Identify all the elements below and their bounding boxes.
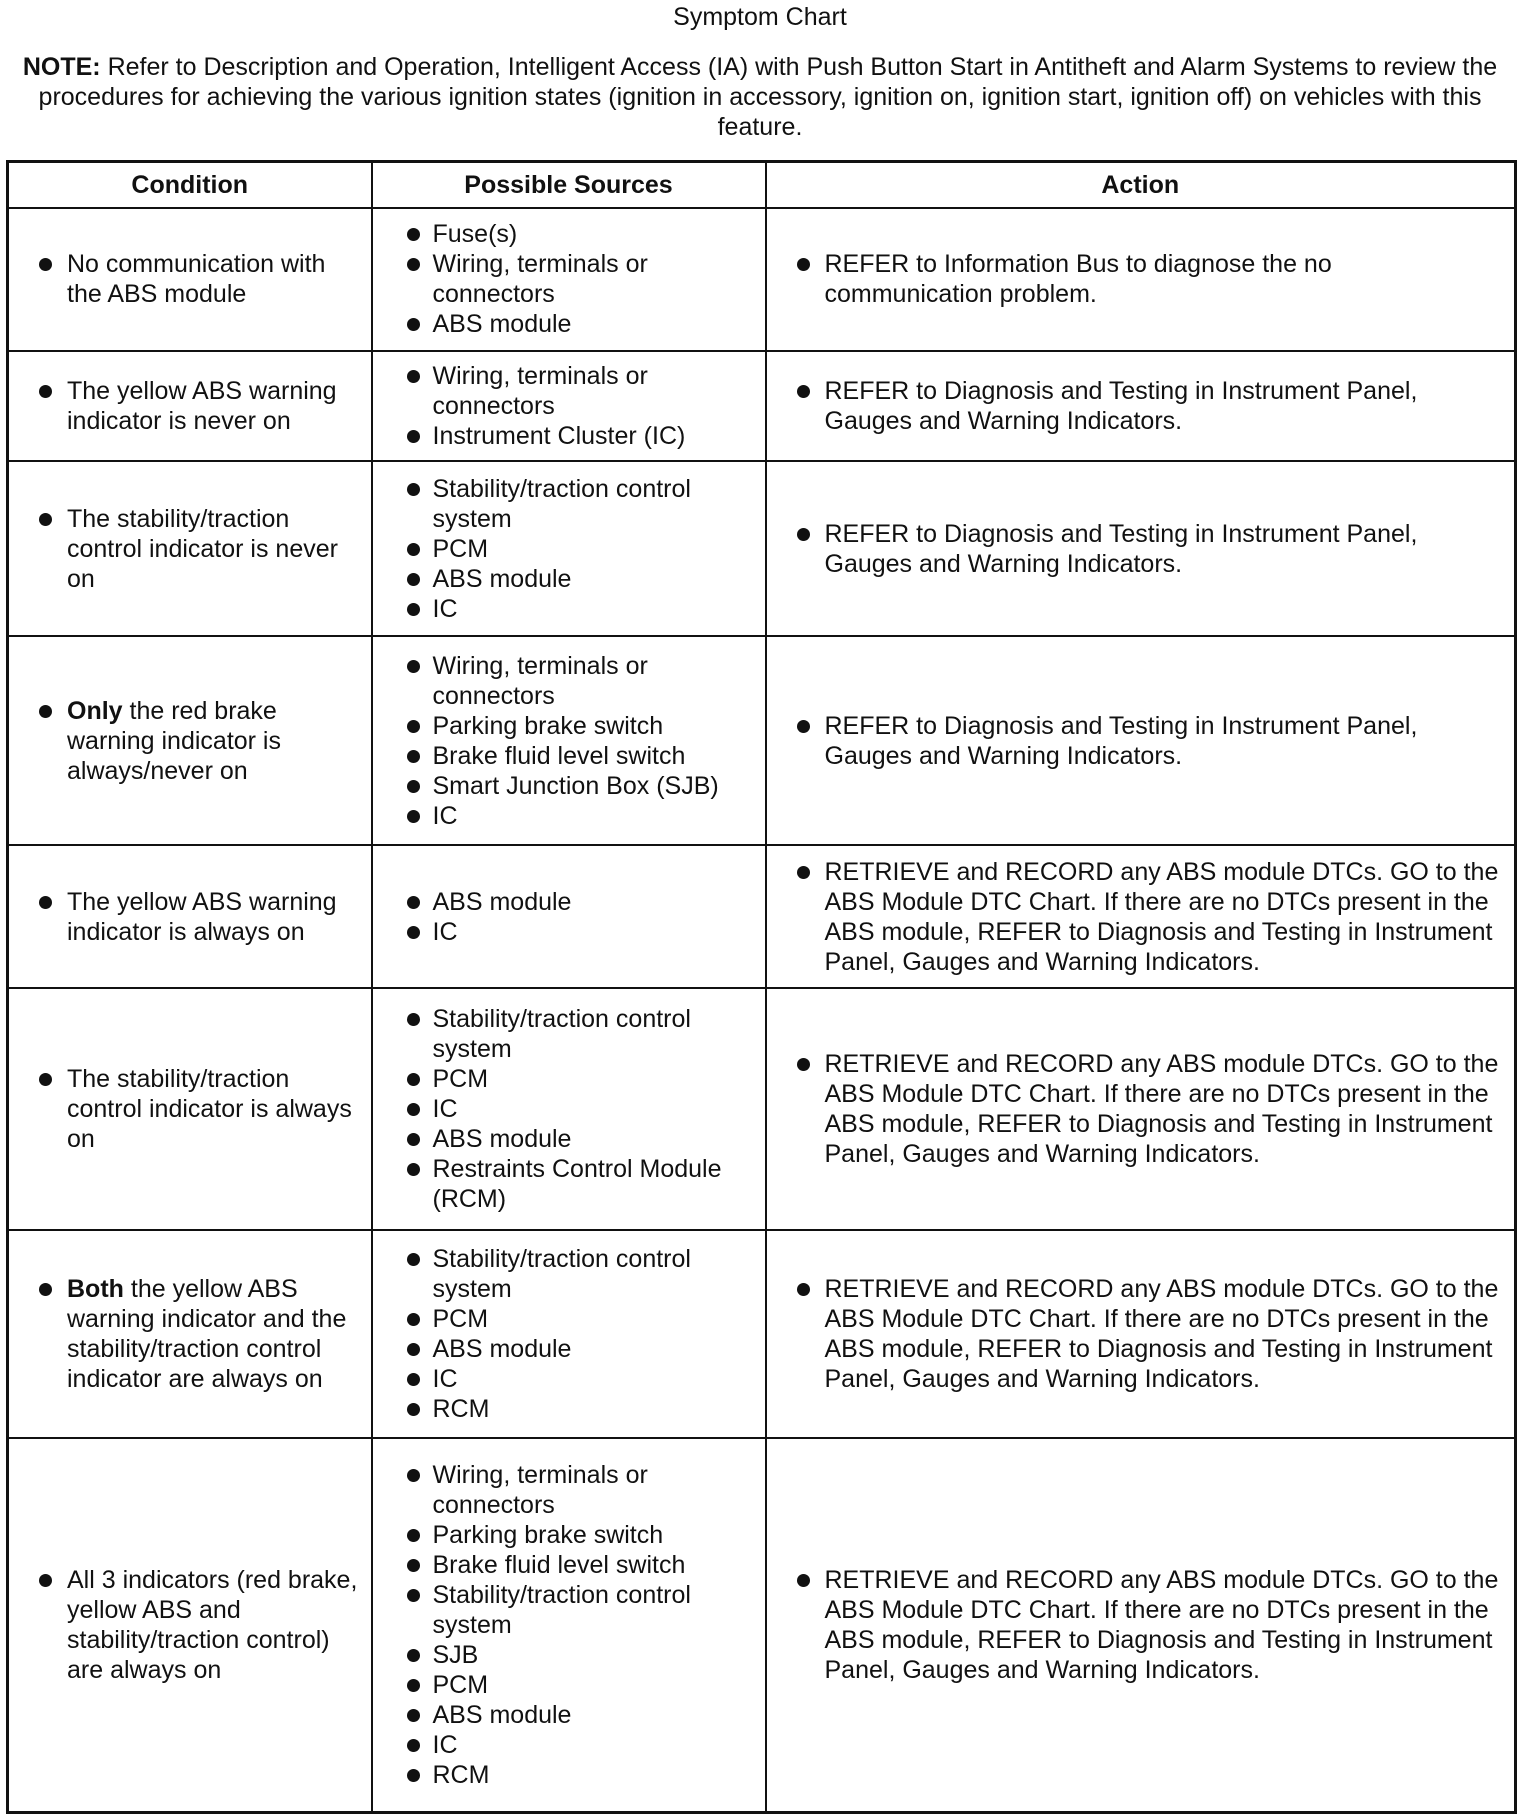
condition-list [17, 376, 363, 436]
condition-item [17, 1064, 363, 1154]
condition-emphasis: Only [67, 696, 123, 725]
table-row [8, 845, 1516, 988]
action-list [775, 376, 1507, 436]
source-item: Stability/traction control system [381, 1580, 757, 1640]
condition-item [17, 887, 363, 947]
condition-cell [8, 351, 372, 461]
possible-sources-cell [372, 845, 766, 988]
source-item: Stability/traction control system [381, 1244, 757, 1304]
source-item: Parking brake switch [381, 1520, 757, 1550]
action-cell [766, 636, 1516, 845]
action-list [775, 249, 1507, 309]
condition-text: The yellow ABS warning indicator is always on [67, 887, 337, 946]
action-list [775, 1565, 1507, 1685]
source-item: Brake fluid level switch [381, 1550, 757, 1580]
source-item: Restraints Control Module (RCM) [381, 1154, 757, 1214]
sources-list [381, 219, 757, 339]
condition-text: No communication with the ABS module [67, 250, 326, 309]
action-cell [766, 1438, 1516, 1812]
source-item: PCM [381, 1064, 757, 1094]
page-title: Symptom Chart [673, 3, 847, 31]
action-item: RETRIEVE and RECORD any ABS module DTCs. GO to the ABS Module DTC Chart. If there are no DTCs present in the ABS module, REFER to Diagnosis and Testing in Instrument Panel, Gauges and Warning Indicators. [775, 1565, 1507, 1685]
table-row [8, 636, 1516, 845]
sources-list [381, 1004, 757, 1214]
possible-sources-cell [372, 1230, 766, 1439]
condition-item [17, 376, 363, 436]
source-item: IC [381, 1730, 757, 1760]
source-item: Brake fluid level switch [381, 741, 757, 771]
action-item: REFER to Diagnosis and Testing in Instrument Panel, Gauges and Warning Indicators. [775, 376, 1507, 436]
source-item: ABS module [381, 309, 757, 339]
source-item: Stability/traction control system [381, 1004, 757, 1064]
condition-item [17, 249, 363, 309]
header-action: Action [766, 162, 1516, 209]
source-item: IC [381, 1364, 757, 1394]
header-possible-sources: Possible Sources [372, 162, 766, 209]
action-item: REFER to Information Bus to diagnose the no communication problem. [775, 249, 1507, 309]
symptom-chart-table [6, 160, 1517, 1814]
action-item: RETRIEVE and RECORD any ABS module DTCs. GO to the ABS Module DTC Chart. If there are no DTCs present in the ABS module, REFER to Diagnosis and Testing in Instrument Panel, Gauges and Warning Indicators. [775, 857, 1507, 977]
condition-text: the yellow ABS warning indicator and the stability/traction control indicator are always on [67, 1275, 347, 1394]
condition-list [17, 1064, 363, 1154]
source-item: PCM [381, 1670, 757, 1700]
table-row [8, 1230, 1516, 1439]
source-item: Instrument Cluster (IC) [381, 421, 757, 451]
condition-text: The stability/traction control indicator is always on [67, 1064, 352, 1153]
source-item: ABS module [381, 1700, 757, 1730]
action-cell [766, 845, 1516, 988]
condition-cell [8, 1230, 372, 1439]
table-row [8, 461, 1516, 637]
action-list [775, 711, 1507, 771]
possible-sources-cell [372, 208, 766, 351]
source-item: PCM [381, 534, 757, 564]
action-cell [766, 988, 1516, 1230]
action-cell [766, 208, 1516, 351]
chart-body [8, 208, 1516, 1813]
condition-cell [8, 845, 372, 988]
sources-list [381, 651, 757, 831]
source-item: SJB [381, 1640, 757, 1670]
condition-list [17, 696, 363, 786]
source-item: Wiring, terminals or connectors [381, 361, 757, 421]
sources-list [381, 887, 757, 947]
condition-list [17, 504, 363, 594]
source-item: RCM [381, 1760, 757, 1790]
source-item: ABS module [381, 1124, 757, 1154]
possible-sources-cell [372, 988, 766, 1230]
condition-emphasis: Both [67, 1275, 124, 1304]
source-item: Wiring, terminals or connectors [381, 1460, 757, 1520]
source-item: Stability/traction control system [381, 474, 757, 534]
condition-cell [8, 636, 372, 845]
condition-item [17, 1274, 363, 1394]
source-item: RCM [381, 1394, 757, 1424]
note-label: NOTE: [22, 53, 101, 81]
possible-sources-cell [372, 1438, 766, 1812]
action-cell [766, 351, 1516, 461]
note-paragraph [8, 52, 1512, 142]
condition-item [17, 696, 363, 786]
source-item: Smart Junction Box (SJB) [381, 771, 757, 801]
action-item: RETRIEVE and RECORD any ABS module DTCs. GO to the ABS Module DTC Chart. If there are no DTCs present in the ABS module, REFER to Diagnosis and Testing in Instrument Panel, Gauges and Warning Indicators. [775, 1274, 1507, 1394]
source-item: IC [381, 801, 757, 831]
condition-text: All 3 indicators (red brake, yellow ABS and stability/traction control) are always on [67, 1566, 358, 1685]
source-item: IC [381, 917, 757, 947]
source-item: ABS module [381, 564, 757, 594]
action-list [775, 857, 1507, 977]
condition-text: the red brake warning indicator is always/never on [67, 696, 281, 785]
sources-list [381, 474, 757, 624]
table-row [8, 351, 1516, 461]
condition-item [17, 504, 363, 594]
condition-cell [8, 988, 372, 1230]
action-list [775, 1049, 1507, 1169]
sources-list [381, 361, 757, 451]
sources-list [381, 1460, 757, 1790]
source-item: IC [381, 1094, 757, 1124]
possible-sources-cell [372, 461, 766, 637]
sources-list [381, 1244, 757, 1424]
condition-list [17, 887, 363, 947]
condition-list [17, 1565, 363, 1685]
action-list [775, 519, 1507, 579]
source-item: ABS module [381, 887, 757, 917]
header-condition: Condition [8, 162, 372, 209]
action-item: REFER to Diagnosis and Testing in Instrument Panel, Gauges and Warning Indicators. [775, 519, 1507, 579]
condition-text: The yellow ABS warning indicator is never on [67, 376, 337, 435]
action-item: REFER to Diagnosis and Testing in Instrument Panel, Gauges and Warning Indicators. [775, 711, 1507, 771]
header-row [8, 162, 1516, 209]
condition-cell [8, 461, 372, 637]
table-row [8, 208, 1516, 351]
possible-sources-cell [372, 351, 766, 461]
action-cell [766, 1230, 1516, 1439]
table-row [8, 988, 1516, 1230]
source-item: Parking brake switch [381, 711, 757, 741]
source-item: PCM [381, 1304, 757, 1334]
action-list [775, 1274, 1507, 1394]
action-item: RETRIEVE and RECORD any ABS module DTCs. GO to the ABS Module DTC Chart. If there are no DTCs present in the ABS module, REFER to Diagnosis and Testing in Instrument Panel, Gauges and Warning Indicators. [775, 1049, 1507, 1169]
condition-item [17, 1565, 363, 1685]
source-item: Wiring, terminals or connectors [381, 249, 757, 309]
note-text: Refer to Description and Operation, Intelligent Access (IA) with Push Button Start in Antitheft and Alarm Systems to review the procedures for achieving the various ignition states (ignition in accessory, ignition on, ignition start, ignition off) on vehicles with this feature. [38, 53, 1498, 141]
action-cell [766, 461, 1516, 637]
condition-cell [8, 1438, 372, 1812]
condition-list [17, 249, 363, 309]
possible-sources-cell [372, 636, 766, 845]
source-item: Wiring, terminals or connectors [381, 651, 757, 711]
source-item: Fuse(s) [381, 219, 757, 249]
source-item: IC [381, 594, 757, 624]
table-row [8, 1438, 1516, 1812]
condition-text: The stability/traction control indicator is never on [67, 504, 338, 593]
condition-list [17, 1274, 363, 1394]
source-item: ABS module [381, 1334, 757, 1364]
condition-cell [8, 208, 372, 351]
